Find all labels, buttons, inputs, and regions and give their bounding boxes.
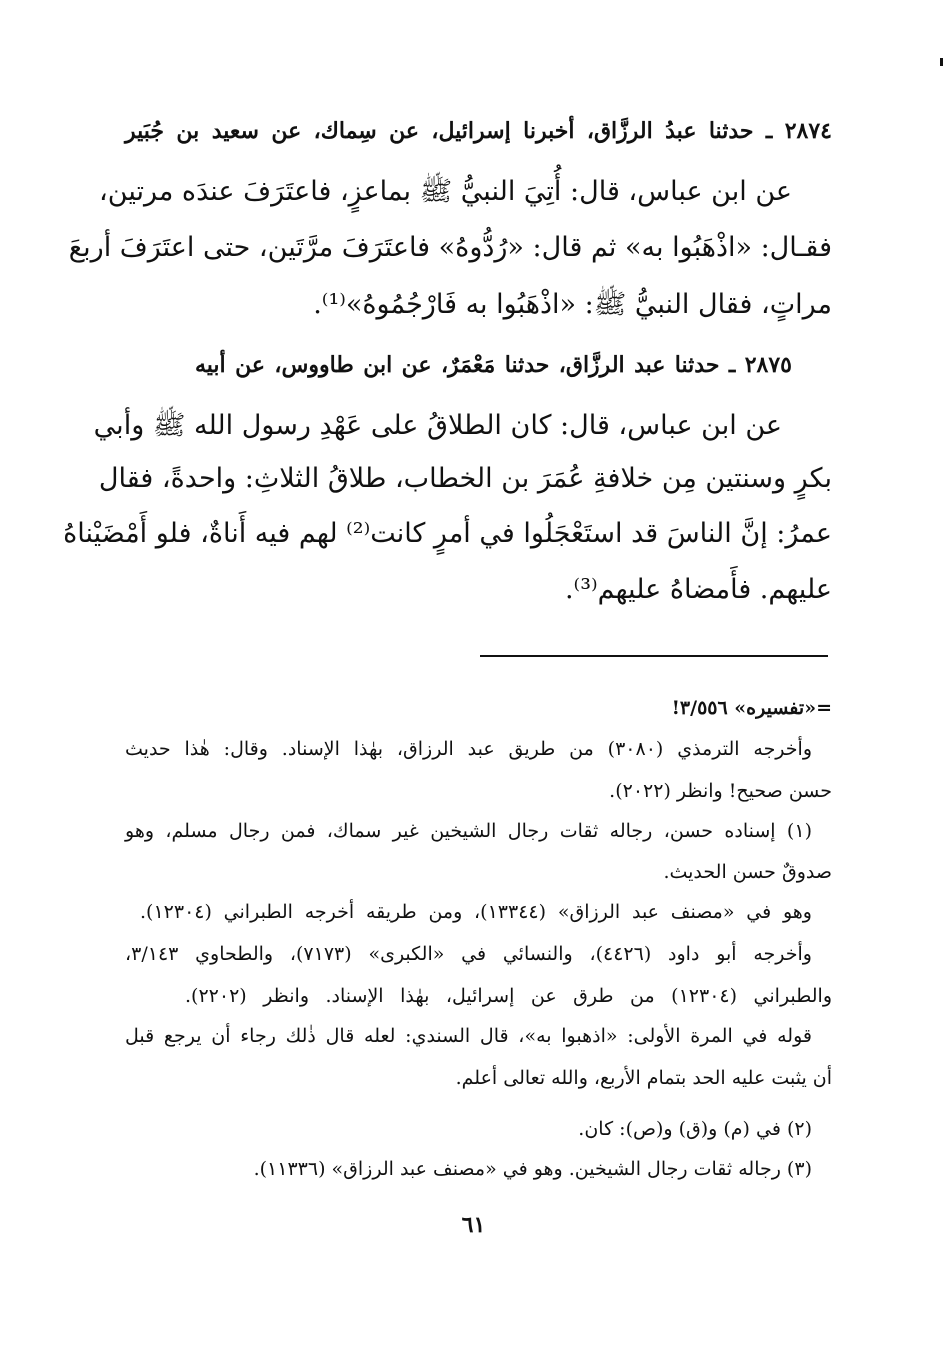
hadith-2875-matn-line-3: عمرُ: إنَّ الناسَ قد استَعْجَلُوا في أمرٍ كانت⁽²⁾ لهم فيه أَناةٌ، فلو أَمْضَيْناهُ bbox=[63, 518, 832, 549]
footnote-1-line: والطبراني (١٢٣٠٤) من طرق عن إسرائيل، بهٰذا الإسناد. وانظر (٢٢٠٢). bbox=[185, 985, 832, 1007]
hadith-2875-matn-line-2: بكرٍ وسنتين مِن خلافةِ عُمَرَ بن الخطاب، طلاقُ الثلاثِ: واحدةً، فقال bbox=[98, 463, 832, 494]
scan-mark bbox=[940, 58, 943, 66]
hadith-2874-isnad: ٢٨٧٤ ـ حدثنا عبدُ الرزَّاق، أخبرنا إسرائيل، عن سِماك، عن سعيد بن جُبَير bbox=[125, 118, 832, 144]
footnote-continuation: =«تفسيره» ٣/٥٥٦! bbox=[671, 697, 832, 719]
footnote-1-line: صدوقٌ حسن الحديث. bbox=[663, 861, 832, 883]
page-number: ٦١ bbox=[461, 1212, 486, 1238]
hadith-2875-isnad: ٢٨٧٥ ـ حدثنا عبد الرزَّاق، حدثنا مَعْمَرٌ، عن ابن طاووس، عن أبيه bbox=[195, 352, 792, 378]
footnote-1-line: وهو في «مصنف عبد الرزاق» (١٣٣٤٤)، ومن طريقه أخرجه الطبراني (١٢٣٠٤). bbox=[140, 901, 812, 923]
footnote-3: (٣) رجاله ثقات رجال الشيخين. وهو في «مصنف عبد الرزاق» (١١٣٣٦). bbox=[253, 1158, 812, 1180]
hadith-2874-matn-line-2: فقـال: «اذْهَبُوا به» ثم قال: «رُدُّوهُ» فاعتَرَفَ مرَّتَين، حتى اعتَرَفَ أربعَ bbox=[68, 232, 832, 263]
footnote-line: وأخرجه الترمذي (٣٠٨٠) من طريق عبد الرزاق، بهٰذا الإسناد. وقال: هٰذا حديث bbox=[125, 738, 812, 760]
hadith-2874-matn-line-1: عن ابن عباس، قال: أُتِيَ النبيُّ ﷺ بماعزٍ، فاعتَرَفَ عندَه مرتين، bbox=[99, 176, 792, 207]
hadith-2874-matn-line-3: مراتٍ، فقال النبيُّ ﷺ: «اذْهَبُوا به فَارْجُمُوهُ»⁽¹⁾. bbox=[313, 289, 832, 320]
footnote-2: (٢) في (م) و(ق) و(ص): كان. bbox=[578, 1118, 812, 1140]
hadith-2875-matn-line-1: عن ابن عباس، قال: كان الطلاقُ على عَهْدِ رسول الله ﷺ وأبي bbox=[93, 410, 782, 441]
footnote-1-line: (١) إسناده حسن، رجاله ثقات رجال الشيخين غير سماك، فمن رجال مسلم، وهو bbox=[125, 820, 812, 842]
hadith-2875-matn-line-4: عليهم. فأَمضاهُ عليهم⁽³⁾. bbox=[564, 574, 832, 605]
footnote-line: حسن صحيح! وانظر (٢٠٢٢). bbox=[609, 780, 832, 802]
footnote-separator bbox=[480, 655, 828, 657]
footnote-1-line: أن يثبت عليه الحد بتمام الأربع، والله تعالى أعلم. bbox=[455, 1067, 832, 1089]
footnote-1-line: قوله في المرة الأولى: «اذهبوا به»، قال السندي: لعله قال ذٰلك رجاء أن يرجع قبل bbox=[125, 1025, 812, 1047]
footnote-1-line: وأخرجه أبو داود (٤٤٢٦)، والنسائي في «الكبرى» (٧١٧٣)، والطحاوي ٣/١٤٣، bbox=[125, 943, 812, 965]
